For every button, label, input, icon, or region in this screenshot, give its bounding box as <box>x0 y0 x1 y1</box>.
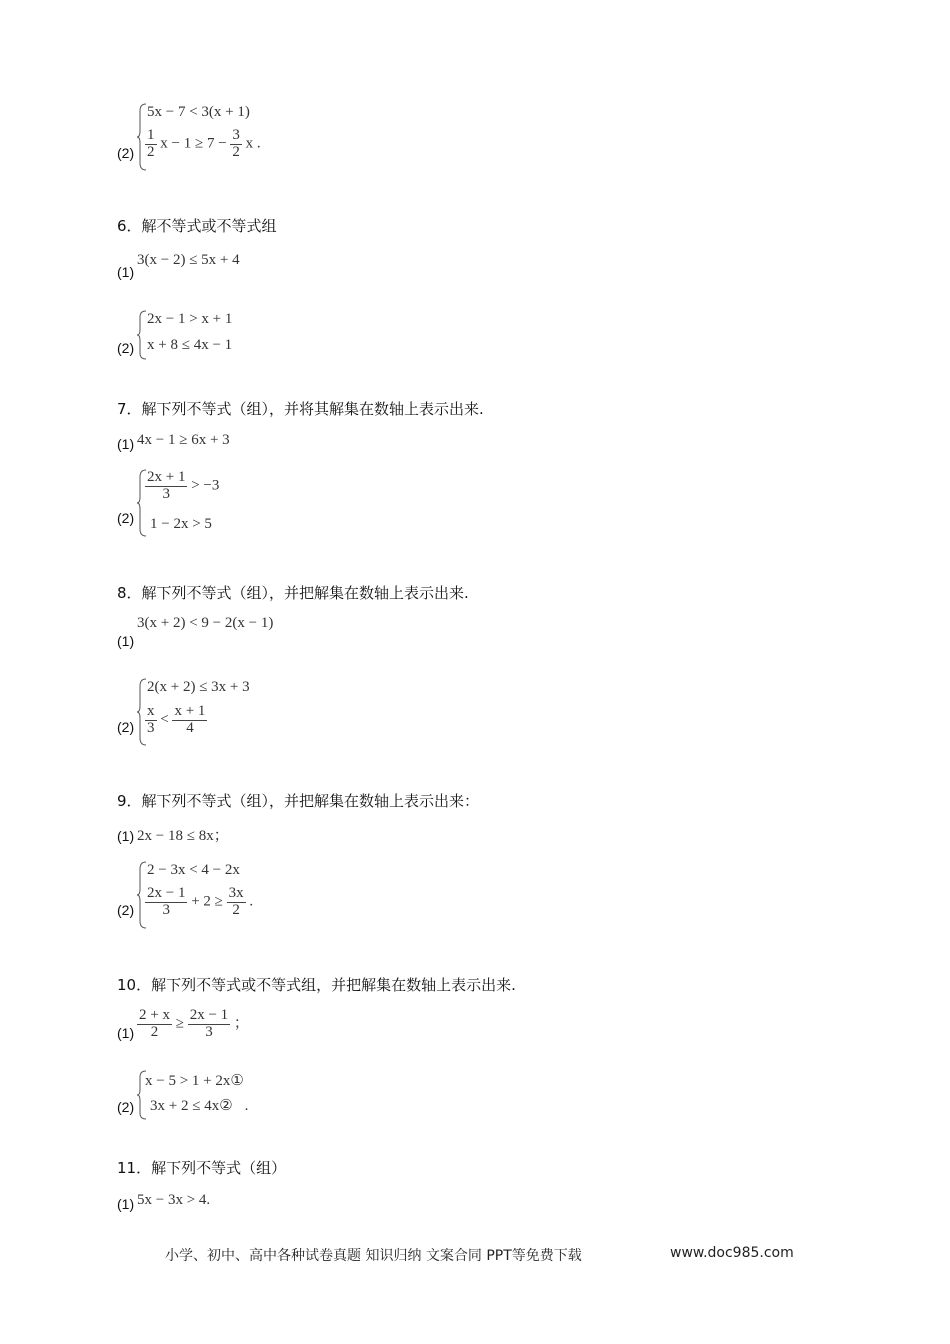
question-title: 7．解下列不等式（组），并将其解集在数轴上表示出来. <box>117 400 484 418</box>
part-label: (1) <box>117 436 135 452</box>
inequality: 4x − 1 ≥ 6x + 3 <box>137 432 230 448</box>
fraction: $\frac{1}{2}$ <box>147 127 155 160</box>
inequality-line: $\frac{1}{2}$ x − 1 ≥ 7 − $\frac{3}{2}$ x . <box>147 127 261 160</box>
question-title: 11．解下列不等式（组） <box>117 1159 287 1177</box>
inequality-line: 1 − 2x > 5 <box>150 516 212 532</box>
inequality: 3(x + 2) < 9 − 2(x − 1) <box>137 615 274 631</box>
footer-link[interactable]: www.doc985.com <box>670 1245 794 1261</box>
part-label: (2) <box>117 1099 135 1115</box>
inequality: 5x − 3x > 4. <box>137 1192 211 1208</box>
inequality: 3(x − 2) ≤ 5x + 4 <box>137 252 240 268</box>
part-label: (2) <box>117 902 135 918</box>
part-label: (2) <box>117 340 135 356</box>
inequality-line: 3x + 2 ≤ 4x② . <box>150 1098 249 1114</box>
fraction: $\frac{3x}{2}$ <box>228 885 244 918</box>
part-label: (2) <box>117 719 135 735</box>
fraction: $\frac{3}{2}$ <box>232 127 240 160</box>
part-label: (1) <box>117 1196 135 1212</box>
part-label: (1) <box>117 633 135 649</box>
inequality-line: 2x − 1 > x + 1 <box>147 311 233 327</box>
part-label: (1) <box>117 828 135 844</box>
question-title: 10．解下列不等式或不等式组，并把解集在数轴上表示出来. <box>117 976 516 994</box>
question-title: 6．解不等式或不等式组 <box>117 217 277 235</box>
fraction: $\frac{2x - 1}{3}$ <box>189 1007 229 1040</box>
fraction: $\frac{2x + 1}{3}$ <box>147 469 186 502</box>
question-title: 9．解下列不等式（组），并把解集在数轴上表示出来： <box>117 792 480 810</box>
fraction: $\frac{2 + x}{2}$ <box>139 1007 170 1040</box>
inequality-line: $\frac{2x - 1}{3}$ + 2 ≥ $\frac{3x}{2}$ . <box>147 885 254 918</box>
inequality-line: 2 − 3x < 4 − 2x <box>147 862 240 878</box>
fraction: $\frac{x}{3}$ <box>147 703 155 736</box>
fraction: $\frac{x + 1}{4}$ <box>174 703 206 736</box>
inequality-line: 5x − 7 < 3(x + 1) <box>147 104 250 120</box>
part-label: (1) <box>117 1025 135 1041</box>
inequality-line: $\frac{2x + 1}{3}$ > −3 <box>147 469 220 502</box>
part-label: (2) <box>117 145 135 161</box>
brace-icon <box>137 310 147 360</box>
inequality: 2x − 18 ≤ 8x； <box>137 828 229 844</box>
fraction: $\frac{2x - 1}{3}$ <box>147 885 186 918</box>
inequality-line: x + 8 ≤ 4x − 1 <box>147 337 233 353</box>
inequality: $\frac{2 + x}{2}$ ≥ $\frac{2x - 1}{3}$ ； <box>139 1007 249 1040</box>
part-label: (2) <box>117 510 135 526</box>
question-title: 8．解下列不等式（组），并把解集在数轴上表示出来. <box>117 584 469 602</box>
inequality-line: $\frac{x}{3}$ < $\frac{x + 1}{4}$ <box>147 703 206 736</box>
part-label: (1) <box>117 264 135 280</box>
footer-text: 小学、初中、高中各种试卷真题 知识归纳 文案合同 PPT等免费下载 <box>165 1248 582 1264</box>
inequality-line: x − 5 > 1 + 2x① <box>145 1073 244 1089</box>
inequality-line: 2(x + 2) ≤ 3x + 3 <box>147 679 250 695</box>
